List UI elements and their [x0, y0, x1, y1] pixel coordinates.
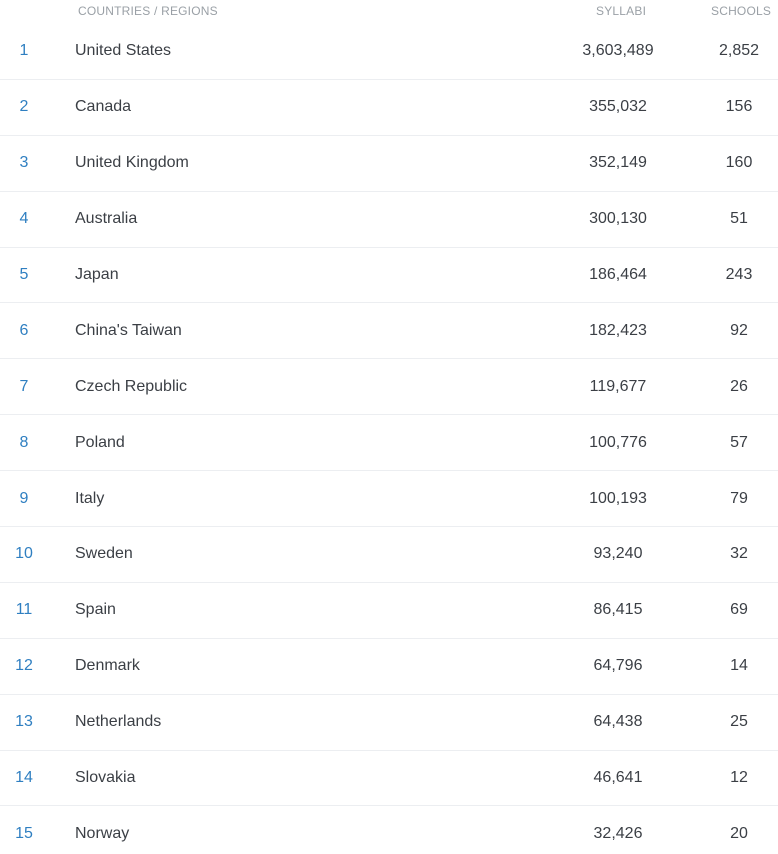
- schools-count: 160: [725, 154, 753, 172]
- rank-number: 11: [15, 601, 33, 619]
- table-row[interactable]: [0, 751, 778, 807]
- country-name[interactable]: Slovakia: [75, 769, 136, 787]
- syllabi-count: 86,415: [593, 601, 643, 619]
- table-row[interactable]: [0, 24, 778, 80]
- schools-count: 243: [725, 266, 753, 283]
- syllabi-count: 32,426: [593, 825, 643, 843]
- syllabi-count: 64,796: [593, 657, 643, 675]
- syllabi-count: 186,464: [589, 266, 647, 283]
- table-row[interactable]: [0, 415, 778, 471]
- table-row[interactable]: [0, 248, 778, 304]
- country-name[interactable]: Japan: [75, 266, 119, 283]
- table-row[interactable]: [0, 471, 778, 527]
- country-name[interactable]: Sweden: [75, 545, 133, 563]
- syllabi-count: 300,130: [589, 210, 647, 228]
- rank-number: 8: [19, 433, 29, 451]
- rank-number: 14: [15, 769, 33, 787]
- table-row[interactable]: [0, 136, 778, 192]
- schools-count: 69: [730, 601, 748, 619]
- rank-number: 4: [19, 210, 29, 228]
- syllabi-count: 64,438: [593, 713, 643, 731]
- country-name[interactable]: Australia: [75, 210, 138, 228]
- rank-number: 5: [19, 266, 29, 283]
- rank-number: 1: [19, 42, 29, 60]
- syllabi-count: 182,423: [589, 321, 647, 339]
- country-name[interactable]: United Kingdom: [75, 154, 189, 172]
- rank-number: 6: [19, 321, 29, 339]
- syllabi-count: 3,603,489: [582, 42, 654, 60]
- country-name[interactable]: Italy: [75, 489, 105, 507]
- schools-count: 51: [730, 210, 748, 228]
- table-row[interactable]: [0, 359, 778, 415]
- table-row[interactable]: [0, 80, 778, 136]
- country-name[interactable]: Netherlands: [75, 713, 162, 731]
- country-name[interactable]: Denmark: [75, 657, 140, 675]
- rank-number: 2: [19, 98, 29, 116]
- table-row[interactable]: [0, 192, 778, 248]
- column-header-schools[interactable]: SCHOOLS: [711, 4, 772, 18]
- syllabi-count: 119,677: [589, 377, 647, 395]
- table-body: [0, 24, 778, 854]
- schools-count: 92: [730, 321, 748, 339]
- table-row[interactable]: [0, 639, 778, 695]
- rank-number: 3: [19, 154, 29, 172]
- country-name[interactable]: Spain: [75, 601, 116, 619]
- column-header-syllabi[interactable]: SYLLABI: [596, 4, 647, 18]
- rank-number: 13: [15, 713, 33, 731]
- table-row[interactable]: [0, 527, 778, 583]
- rank-number: 9: [19, 489, 29, 507]
- schools-count: 32: [730, 545, 748, 563]
- schools-count: 57: [730, 433, 748, 451]
- country-name[interactable]: Czech Republic: [75, 377, 188, 395]
- rank-number: 15: [15, 825, 33, 843]
- schools-count: 20: [730, 825, 748, 843]
- schools-count: 25: [730, 713, 748, 731]
- table-row[interactable]: [0, 806, 778, 854]
- schools-count: 156: [725, 98, 753, 116]
- syllabi-count: 352,149: [589, 154, 647, 172]
- country-name[interactable]: Canada: [75, 98, 132, 116]
- rank-number: 10: [15, 545, 33, 563]
- schools-count: 14: [730, 657, 748, 675]
- country-name[interactable]: Norway: [75, 825, 130, 843]
- country-name[interactable]: China's Taiwan: [75, 321, 182, 339]
- rank-number: 12: [15, 657, 33, 675]
- column-header-countries[interactable]: COUNTRIES / REGIONS: [78, 4, 218, 18]
- table-header: [0, 0, 778, 24]
- table-row[interactable]: [0, 583, 778, 639]
- syllabi-count: 46,641: [593, 769, 643, 787]
- rank-number: 7: [19, 377, 29, 395]
- country-name[interactable]: United States: [75, 42, 172, 60]
- schools-count: 2,852: [718, 42, 760, 60]
- schools-count: 26: [730, 377, 748, 395]
- table-row[interactable]: [0, 695, 778, 751]
- schools-count: 12: [730, 769, 748, 787]
- schools-count: 79: [730, 489, 748, 507]
- syllabi-count: 100,776: [589, 433, 647, 451]
- syllabi-count: 355,032: [589, 98, 647, 116]
- syllabi-count: 93,240: [593, 545, 643, 563]
- country-name[interactable]: Poland: [75, 433, 125, 451]
- table-row[interactable]: [0, 303, 778, 359]
- syllabi-count: 100,193: [589, 489, 647, 507]
